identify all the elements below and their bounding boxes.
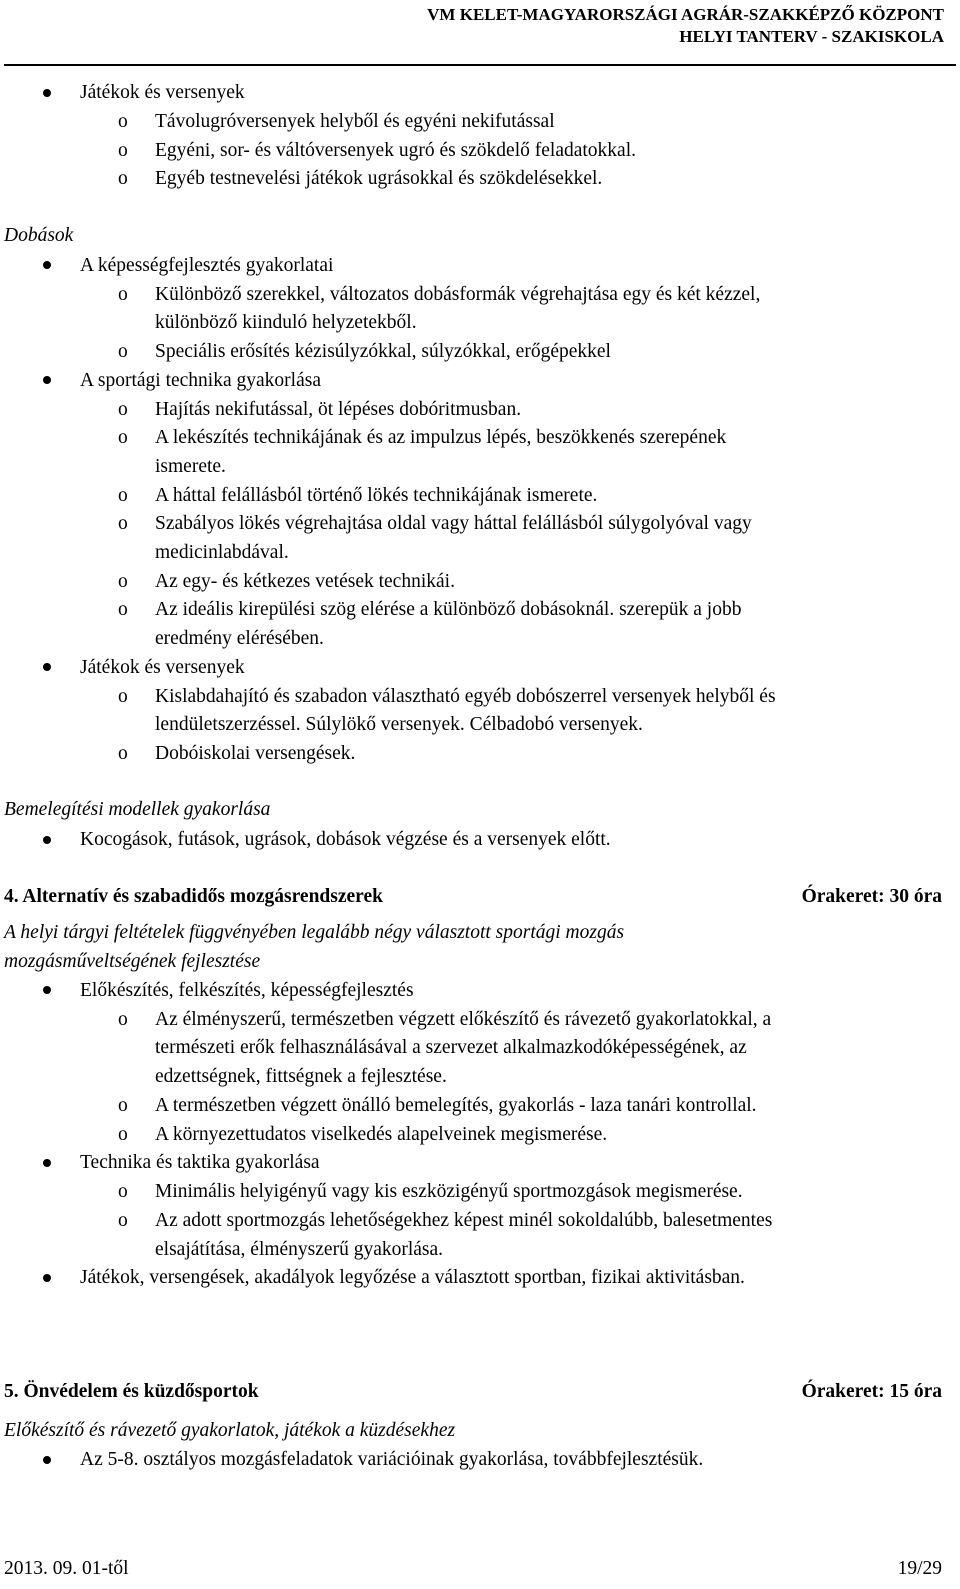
bullet-item: Játékok és versenyek	[80, 657, 245, 678]
sub-item: Egyéni, sor- és váltóversenyek ugró és szökdelő feladatokkal.	[155, 140, 636, 161]
page-header	[0, 4, 944, 48]
sub-item: Az egy- és kétkezes vetések technikái.	[155, 571, 455, 592]
sub-item: Minimális helyigényű vagy kis eszközigényű sportmozgások megismerése.	[155, 1181, 743, 1202]
section-intro-continuation: mozgásműveltségének fejlesztése	[4, 951, 261, 972]
section-title-4: 4. Alternatív és szabadidős mozgásrendszerek	[4, 886, 383, 907]
bullet-icon	[43, 1159, 51, 1167]
section-heading-dobasok: Dobások	[4, 225, 74, 246]
bullet-icon	[43, 836, 51, 844]
bullet-item: Játékok és versenyek	[80, 82, 245, 103]
bullet-item: A sportági technika gyakorlása	[80, 370, 321, 391]
sub-bullet-icon: o	[118, 284, 128, 305]
sub-bullet-icon: o	[118, 485, 128, 506]
sub-item-continuation: különböző kiinduló helyzetekből.	[155, 312, 417, 333]
sub-item-continuation: eredmény elérésében.	[155, 628, 324, 649]
sub-bullet-icon: o	[118, 427, 128, 448]
bullet-item: Az 5-8. osztályos mozgásfeladatok variációinak gyakorlása, továbbfejlesztésük.	[80, 1449, 704, 1470]
bullet-icon	[43, 986, 51, 994]
bullet-item: Technika és taktika gyakorlása	[80, 1152, 320, 1173]
sub-bullet-icon: o	[118, 1210, 128, 1231]
section-hours-4: Órakeret: 30 óra	[801, 886, 942, 907]
sub-item: Speciális erősítés kézisúlyzókkal, súlyzókkal, erőgépekkel	[155, 341, 611, 362]
sub-bullet-icon: o	[118, 1095, 128, 1116]
bullet-icon	[43, 1274, 51, 1282]
header-subtitle: HELYI TANTERV - SZAKISKOLA	[679, 27, 944, 46]
bullet-icon	[43, 1456, 51, 1464]
sub-item: Különböző szerekkel, változatos dobásformák végrehajtása egy és két kézzel,	[155, 284, 761, 305]
sub-item-continuation: lendületszerzéssel. Súlylökő versenyek. Célbadobó versenyek.	[155, 714, 643, 735]
section-intro: A helyi tárgyi feltételek függvényében legalább négy választott sportági mozgás	[4, 922, 625, 943]
sub-item: A lekészítés technikájának és az impulzus lépés, beszökkenés szerepének	[155, 427, 727, 448]
sub-item: Kislabdahajító és szabadon választható egyéb dobószerrel versenyek helyből és	[155, 686, 776, 707]
sub-item: A természetben végzett önálló bemelegítés, gyakorlás - laza tanári kontrollal.	[155, 1095, 757, 1116]
bullet-item: A képességfejlesztés gyakorlatai	[80, 255, 334, 276]
bullet-icon	[43, 89, 51, 97]
sub-item: A háttal felállásból történő lökés technikájának ismerete.	[155, 485, 598, 506]
sub-item: Dobóiskolai versengések.	[155, 743, 356, 764]
bullet-item: Előkészítés, felkészítés, képességfejlesztés	[80, 980, 414, 1001]
footer-page-number: 19/29	[897, 1558, 942, 1579]
bullet-item: Játékok, versengések, akadályok legyőzése a választott sportban, fizikai aktivitásban.	[80, 1267, 745, 1288]
section-heading-bemelegites: Bemelegítési modellek gyakorlása	[4, 799, 271, 820]
sub-bullet-icon: o	[118, 1009, 128, 1030]
sub-item: Az élményszerű, természetben végzett előkészítő és rávezető gyakorlatokkal, a	[155, 1009, 772, 1030]
sub-item: A környezettudatos viselkedés alapelveinek megismerése.	[155, 1124, 608, 1145]
sub-bullet-icon: o	[118, 111, 128, 132]
sub-item-continuation: elsajátítása, élményszerű gyakorlása.	[155, 1239, 444, 1260]
section-title-5: 5. Önvédelem és küzdősportok	[4, 1381, 259, 1402]
sub-bullet-icon: o	[118, 686, 128, 707]
sub-item: Az adott sportmozgás lehetőségekhez képest minél sokoldalúbb, balesetmentes	[155, 1210, 773, 1231]
sub-bullet-icon: o	[118, 1124, 128, 1145]
bullet-icon	[43, 261, 51, 269]
sub-bullet-icon: o	[118, 341, 128, 362]
sub-bullet-icon: o	[118, 140, 128, 161]
sub-bullet-icon: o	[118, 168, 128, 189]
sub-bullet-icon: o	[118, 599, 128, 620]
sub-bullet-icon: o	[118, 1181, 128, 1202]
sub-bullet-icon: o	[118, 571, 128, 592]
sub-item: Hajítás nekifutással, öt lépéses dobóritmusban.	[155, 399, 522, 420]
sub-item-continuation: ismerete.	[155, 456, 226, 477]
sub-item: Szabályos lökés végrehajtása oldal vagy háttal felállásból súlygolyóval vagy	[155, 513, 752, 534]
sub-bullet-icon: o	[118, 513, 128, 534]
bullet-icon	[43, 376, 51, 384]
sub-item: Távolugróversenyek helyből és egyéni nekifutással	[155, 111, 555, 132]
sub-item: Egyéb testnevelési játékok ugrásokkal és szökdelésekkel.	[155, 168, 603, 189]
header-rule	[4, 64, 956, 66]
section-intro: Előkészítő és rávezető gyakorlatok, játékok a küzdésekhez	[4, 1420, 456, 1441]
section-hours-5: Órakeret: 15 óra	[801, 1381, 942, 1402]
bullet-icon	[43, 663, 51, 671]
sub-bullet-icon: o	[118, 399, 128, 420]
footer-date: 2013. 09. 01-től	[4, 1558, 129, 1579]
bullet-item: Kocogások, futások, ugrások, dobások végzése és a versenyek előtt.	[80, 829, 611, 850]
header-institution: VM KELET-MAGYARORSZÁGI AGRÁR-SZAKKÉPZŐ KÖZPONT	[427, 5, 944, 24]
sub-item-continuation: természeti erők felhasználásával a szervezet alkalmazkodóképességének, az	[155, 1037, 747, 1058]
sub-item-continuation: medicinlabdával.	[155, 542, 289, 563]
sub-item: Az ideális kirepülési szög elérése a különböző dobásoknál. szerepük a jobb	[155, 599, 742, 620]
sub-bullet-icon: o	[118, 743, 128, 764]
sub-item-continuation: edzettségnek, fittségnek a fejlesztése.	[155, 1066, 447, 1087]
